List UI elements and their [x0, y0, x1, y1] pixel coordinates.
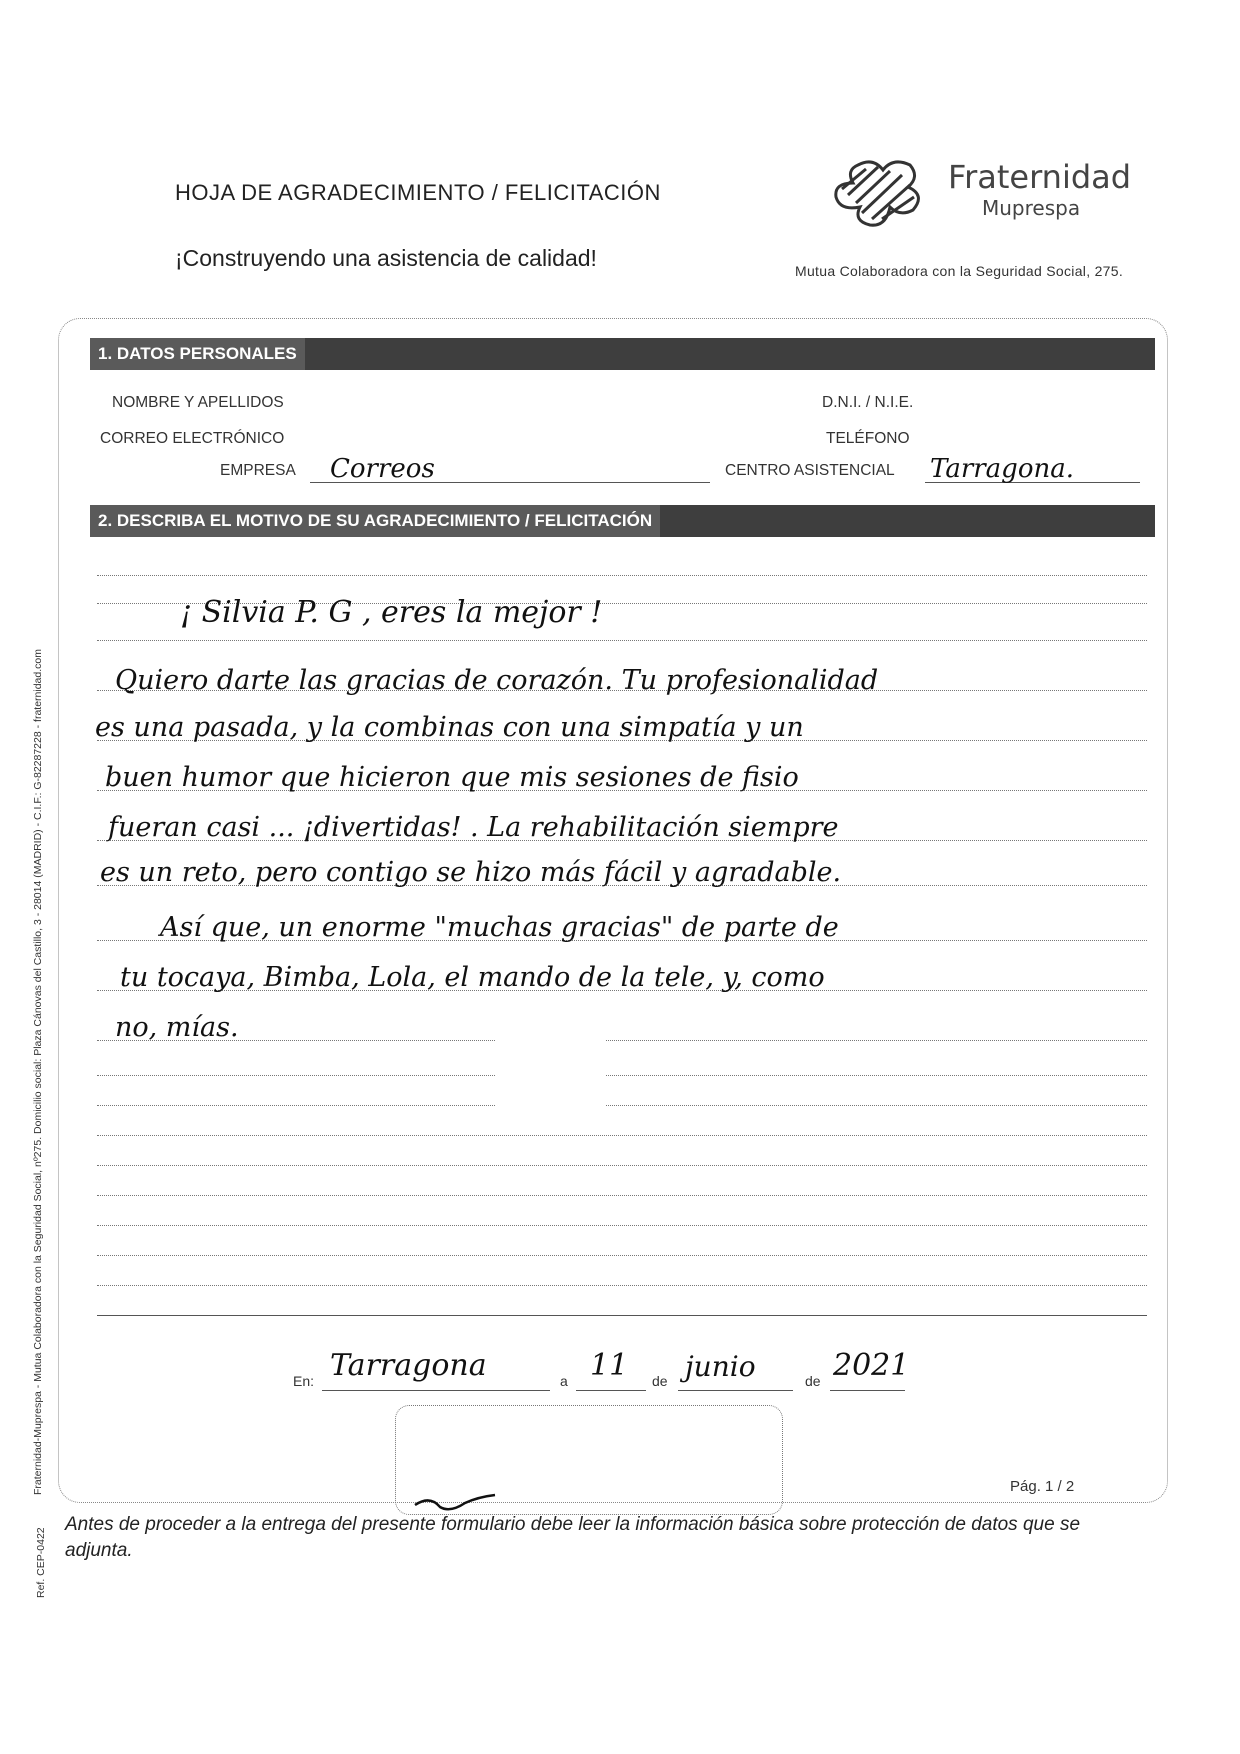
redaction-patch [495, 1015, 605, 1120]
date-day-field[interactable] [576, 1390, 646, 1391]
privacy-note: Antes de proceder a la entrega del presente formulario debe leer la información básica sobre protección de datos que se adjunta. [65, 1514, 1081, 1561]
section-reason-bar [90, 505, 1155, 537]
correo-label: CORREO ELECTRÓNICO [100, 430, 285, 447]
empresa-value: Correos [330, 454, 435, 484]
ruled-line [97, 575, 1147, 576]
ruled-line [97, 1040, 1147, 1041]
date-day-value: 11 [590, 1348, 629, 1383]
brand-subname: Muprespa [982, 196, 1081, 220]
page-number: Pág. 1 / 2 [1010, 1478, 1075, 1495]
date-de2-label: de [805, 1373, 821, 1389]
letter-line: tu tocaya, Bimba, Lola, el mando de la tele, y, como [120, 962, 825, 993]
section-reason-heading: 2. DESCRIBA EL MOTIVO DE SU AGRADECIMIENTO / FELICITACIÓN [90, 505, 660, 537]
date-a-label: a [560, 1373, 568, 1389]
date-en-label: En: [293, 1373, 315, 1389]
ruled-line [97, 1165, 1147, 1166]
fraternidad-logo-icon [828, 155, 938, 235]
letter-line: fueran casi ... ¡divertidas! . La rehabilitación siempre [108, 812, 839, 843]
ruled-line [97, 1315, 1147, 1316]
telefono-label: TELÉFONO [826, 430, 910, 447]
letter-line: Quiero darte las gracias de corazón. Tu profesionalidad [115, 665, 879, 696]
form-subtitle: ¡Construyendo una asistencia de calidad! [175, 245, 597, 271]
ruled-line [97, 1195, 1147, 1196]
ruled-line [97, 1225, 1147, 1226]
dni-label: D.N.I. / N.I.E. [822, 394, 914, 411]
empresa-label: EMPRESA [220, 462, 296, 479]
ruled-line [97, 1255, 1147, 1256]
date-year-value: 2021 [833, 1348, 910, 1383]
section-personal-data-bar [90, 338, 1155, 370]
ruled-line [97, 1075, 1147, 1076]
ruled-line [97, 1105, 1147, 1106]
date-place-field[interactable] [322, 1390, 550, 1391]
centro-label: CENTRO ASISTENCIAL [725, 462, 895, 479]
reference-code: Ref. CEP-0422 [35, 1527, 47, 1598]
letter-line: buen humor que hicieron que mis sesiones de fisio [105, 762, 799, 793]
date-year-field[interactable] [830, 1390, 905, 1391]
centro-value: Tarragona. [930, 454, 1074, 484]
date-place-value: Tarragona [330, 1348, 487, 1383]
date-de1-label: de [652, 1373, 668, 1389]
ruled-line [97, 1135, 1147, 1136]
side-legal-text: Fraternidad-Muprespa - Mutua Colaboradora con la Seguridad Social, nº275. Domicilio social: Plaza Cánovas del Castillo, 3 - 28014 (MADRID) - C.I.F.: G-82287228 - fraternidad.com [32, 649, 44, 1495]
brand-mutua-text: Mutua Colaboradora con la Seguridad Social, 275. [795, 263, 1124, 279]
letter-line: es un reto, pero contigo se hizo más fácil y agradable. [100, 857, 842, 888]
letter-line: no, mías. [115, 1012, 239, 1043]
brand-name: Fraternidad [948, 158, 1132, 196]
signature-stroke-icon [410, 1485, 500, 1515]
letter-line: Así que, un enorme "muchas gracias" de parte de [160, 912, 839, 943]
date-month-value: junio [685, 1350, 756, 1383]
nombre-label: NOMBRE Y APELLIDOS [112, 394, 284, 411]
form-frame [58, 318, 1168, 1503]
letter-line: es una pasada, y la combinas con una simpatía y un [95, 712, 804, 743]
ruled-line [97, 640, 1147, 641]
form-title: HOJA DE AGRADECIMIENTO / FELICITACIÓN [175, 180, 661, 205]
ruled-line [97, 1285, 1147, 1286]
date-month-field[interactable] [678, 1390, 793, 1391]
letter-line: ¡ Silvia P. G , eres la mejor ! [180, 595, 603, 630]
section-personal-data-heading: 1. DATOS PERSONALES [90, 338, 305, 370]
